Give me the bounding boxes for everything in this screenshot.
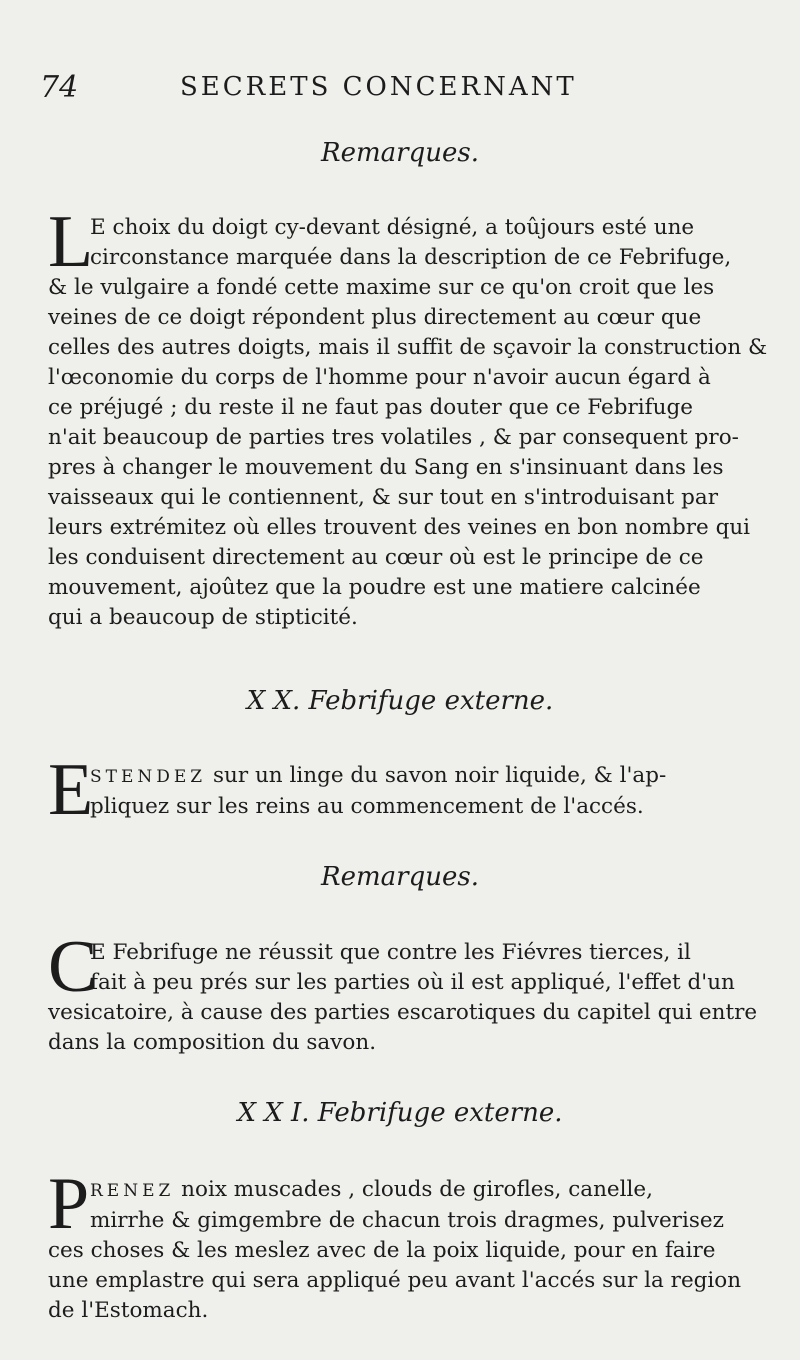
- text-line: mouvement, ajoûtez que la poudre est une matiere calcinée: [48, 575, 701, 600]
- text-line: [48, 1175, 754, 1206]
- text-line: dans la composition du savon.: [48, 1030, 377, 1055]
- text-line: une emplastre qui sera appliqué peu avant l'accés sur la region: [48, 1268, 742, 1293]
- text-line: pres à changer le mouvement du Sang en s'insinuant dans les: [48, 455, 724, 480]
- dropcap-e: E: [48, 749, 94, 831]
- text-line: n'ait beaucoup de parties tres volatiles , & par consequent pro-: [48, 425, 739, 450]
- paragraph-xx: [48, 761, 754, 822]
- section-heading-remarques-2: Remarques.: [321, 862, 479, 892]
- text-line: leurs extrémitez où elles trouvent des veines en bon nombre qui: [48, 515, 751, 540]
- text-line: E Febrifuge ne réussit que contre les Fiévres tierces, il: [90, 940, 691, 965]
- text-line: celles des autres doigts, mais il suffit de sçavoir la construction &: [48, 335, 768, 360]
- text-line: fait à peu prés sur les parties où il est appliqué, l'effet d'un: [90, 970, 735, 995]
- page-header: [40, 70, 760, 110]
- text-line: de l'Estomach.: [48, 1298, 209, 1323]
- page-number: 74: [40, 70, 79, 105]
- text-line: circonstance marquée dans la description de ce Febrifuge,: [90, 245, 732, 270]
- text-line: l'œconomie du corps de l'homme pour n'avoir aucun égard à: [48, 365, 711, 390]
- paragraph-xxi: [48, 1175, 754, 1326]
- text-line: veines de ce doigt répondent plus directement au cœur que: [48, 305, 702, 330]
- section-heading-xxi: X X I. Febrifuge externe.: [237, 1098, 563, 1128]
- text-line: qui a beaucoup de stipticité.: [48, 605, 358, 630]
- text-line: ces choses & les meslez avec de la poix liquide, pour en faire: [48, 1238, 716, 1263]
- lead-word: STENDEZ: [90, 767, 207, 787]
- running-title: SECRETS CONCERNANT: [180, 72, 577, 102]
- text-fragment: noix muscades , clouds de girofles, canelle,: [181, 1177, 653, 1202]
- section-heading-xx: X X. Febrifuge externe.: [246, 686, 554, 716]
- text-line: mirrhe & gimgembre de chacun trois dragmes, pulverisez: [90, 1208, 724, 1233]
- text-line: les conduisent directement au cœur où est le principe de ce: [48, 545, 704, 570]
- paragraph-remarques-1: [48, 213, 768, 633]
- text-line: E choix du doigt cy-devant désigné, a toûjours esté une: [90, 215, 695, 240]
- lead-word: RENEZ: [90, 1181, 175, 1201]
- text-fragment: sur un linge du savon noir liquide, & l'ap-: [212, 763, 667, 788]
- dropcap-l: L: [48, 201, 94, 283]
- text-line: ce préjugé ; du reste il ne faut pas douter que ce Febrifuge: [48, 395, 693, 420]
- dropcap-c: C: [48, 926, 98, 1008]
- dropcap-p: P: [48, 1163, 90, 1245]
- text-line: [48, 761, 754, 792]
- text-line: pliquez sur les reins au commencement de l'accés.: [90, 794, 644, 819]
- text-line: vaisseaux qui le contiennent, & sur tout en s'introduisant par: [48, 485, 718, 510]
- text-line: vesicatoire, à cause des parties escarotiques du capitel qui entre: [48, 1000, 758, 1025]
- paragraph-remarques-2: [48, 938, 758, 1058]
- section-heading-remarques-1: Remarques.: [321, 138, 479, 168]
- text-line: & le vulgaire a fondé cette maxime sur ce qu'on croit que les: [48, 275, 715, 300]
